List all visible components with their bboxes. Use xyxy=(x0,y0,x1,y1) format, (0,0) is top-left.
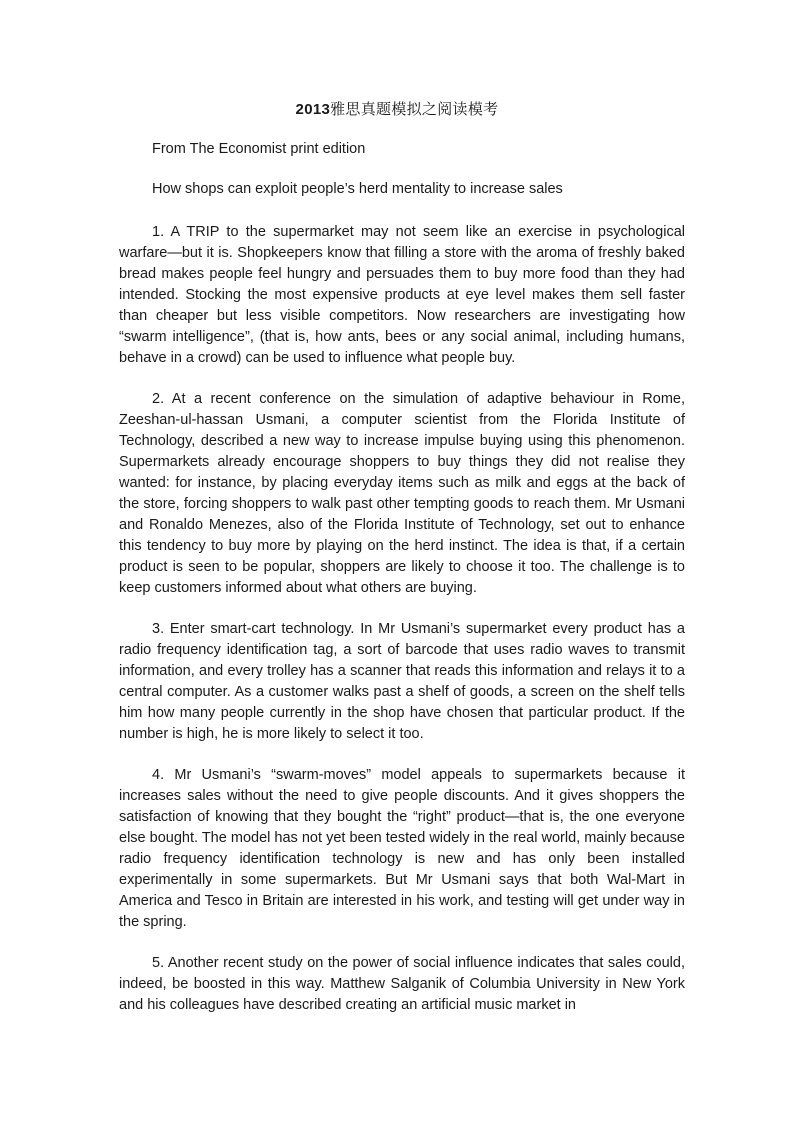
page-title xyxy=(0,98,794,119)
paragraph-2: 2. At a recent conference on the simulation of adaptive behaviour in Rome, Zeeshan-ul-hassan Usmani, a computer scientist from the Florida Institute of Technology, described a new way to increase impulse buying using this phenomenon. Supermarkets already encourage shoppers to buy things they did not realise they wanted: for instance, by placing everyday items such as milk and eggs at the back of the store, forcing shoppers to walk past other tempting goods to reach them. Mr Usmani and Ronaldo Menezes, also of the Florida Institute of Technology, set out to enhance this tendency to buy more by playing on the herd instinct. The idea is that, if a certain product is seen to be popular, shoppers are likely to choose it too. The challenge is to keep customers informed about what others are buying. xyxy=(119,391,685,596)
title-year: 2013 xyxy=(295,101,331,118)
source-line: From The Economist print edition xyxy=(152,141,366,157)
title-text: 雅思真题模拟之阅读模考 xyxy=(330,101,499,118)
article-body xyxy=(119,222,685,1036)
paragraph-4: 4. Mr Usmani’s “swarm-moves” model appeals to supermarkets because it increases sales without the need to give people discounts. And it gives shoppers the satisfaction of knowing that they bought the “right” product—that is, the one everyone else bought. The model has not yet been tested widely in the real world, mainly because radio frequency identification technology is new and has only been installed experimentally in some supermarkets. But Mr Usmani says that both Wal-Mart in America and Tesco in Britain are interested in his work, and testing will get under way in the spring. xyxy=(119,767,685,930)
paragraph-3: 3. Enter smart-cart technology. In Mr Usmani’s supermarket every product has a radio frequency identification tag, a sort of barcode that uses radio waves to transmit information, and every trolley has a scanner that reads this information and relays it to a central computer. As a customer walks past a shelf of goods, a screen on the shelf tells him how many people currently in the shop have chosen that particular product. If the number is high, he is more likely to select it too. xyxy=(119,621,685,742)
paragraph-5: 5. Another recent study on the power of social influence indicates that sales could, indeed, be boosted in this way. Matthew Salganik of Columbia University in New York and his colleagues have described creating an artificial music market in xyxy=(119,955,685,1013)
paragraph-1: 1. A TRIP to the supermarket may not seem like an exercise in psychological warfare—but it is. Shopkeepers know that filling a store with the aroma of freshly baked bread makes people feel hungry and persuades them to buy more food than they had intended. Stocking the most expensive products at eye level makes them sell faster than cheaper but less visible competitors. Now researchers are investigating how “swarm intelligence”, (that is, how ants, bees or any social animal, including humans, behave in a crowd) can be used to influence what people buy. xyxy=(119,224,685,366)
article-headline: How shops can exploit people’s herd mentality to increase sales xyxy=(152,181,563,197)
